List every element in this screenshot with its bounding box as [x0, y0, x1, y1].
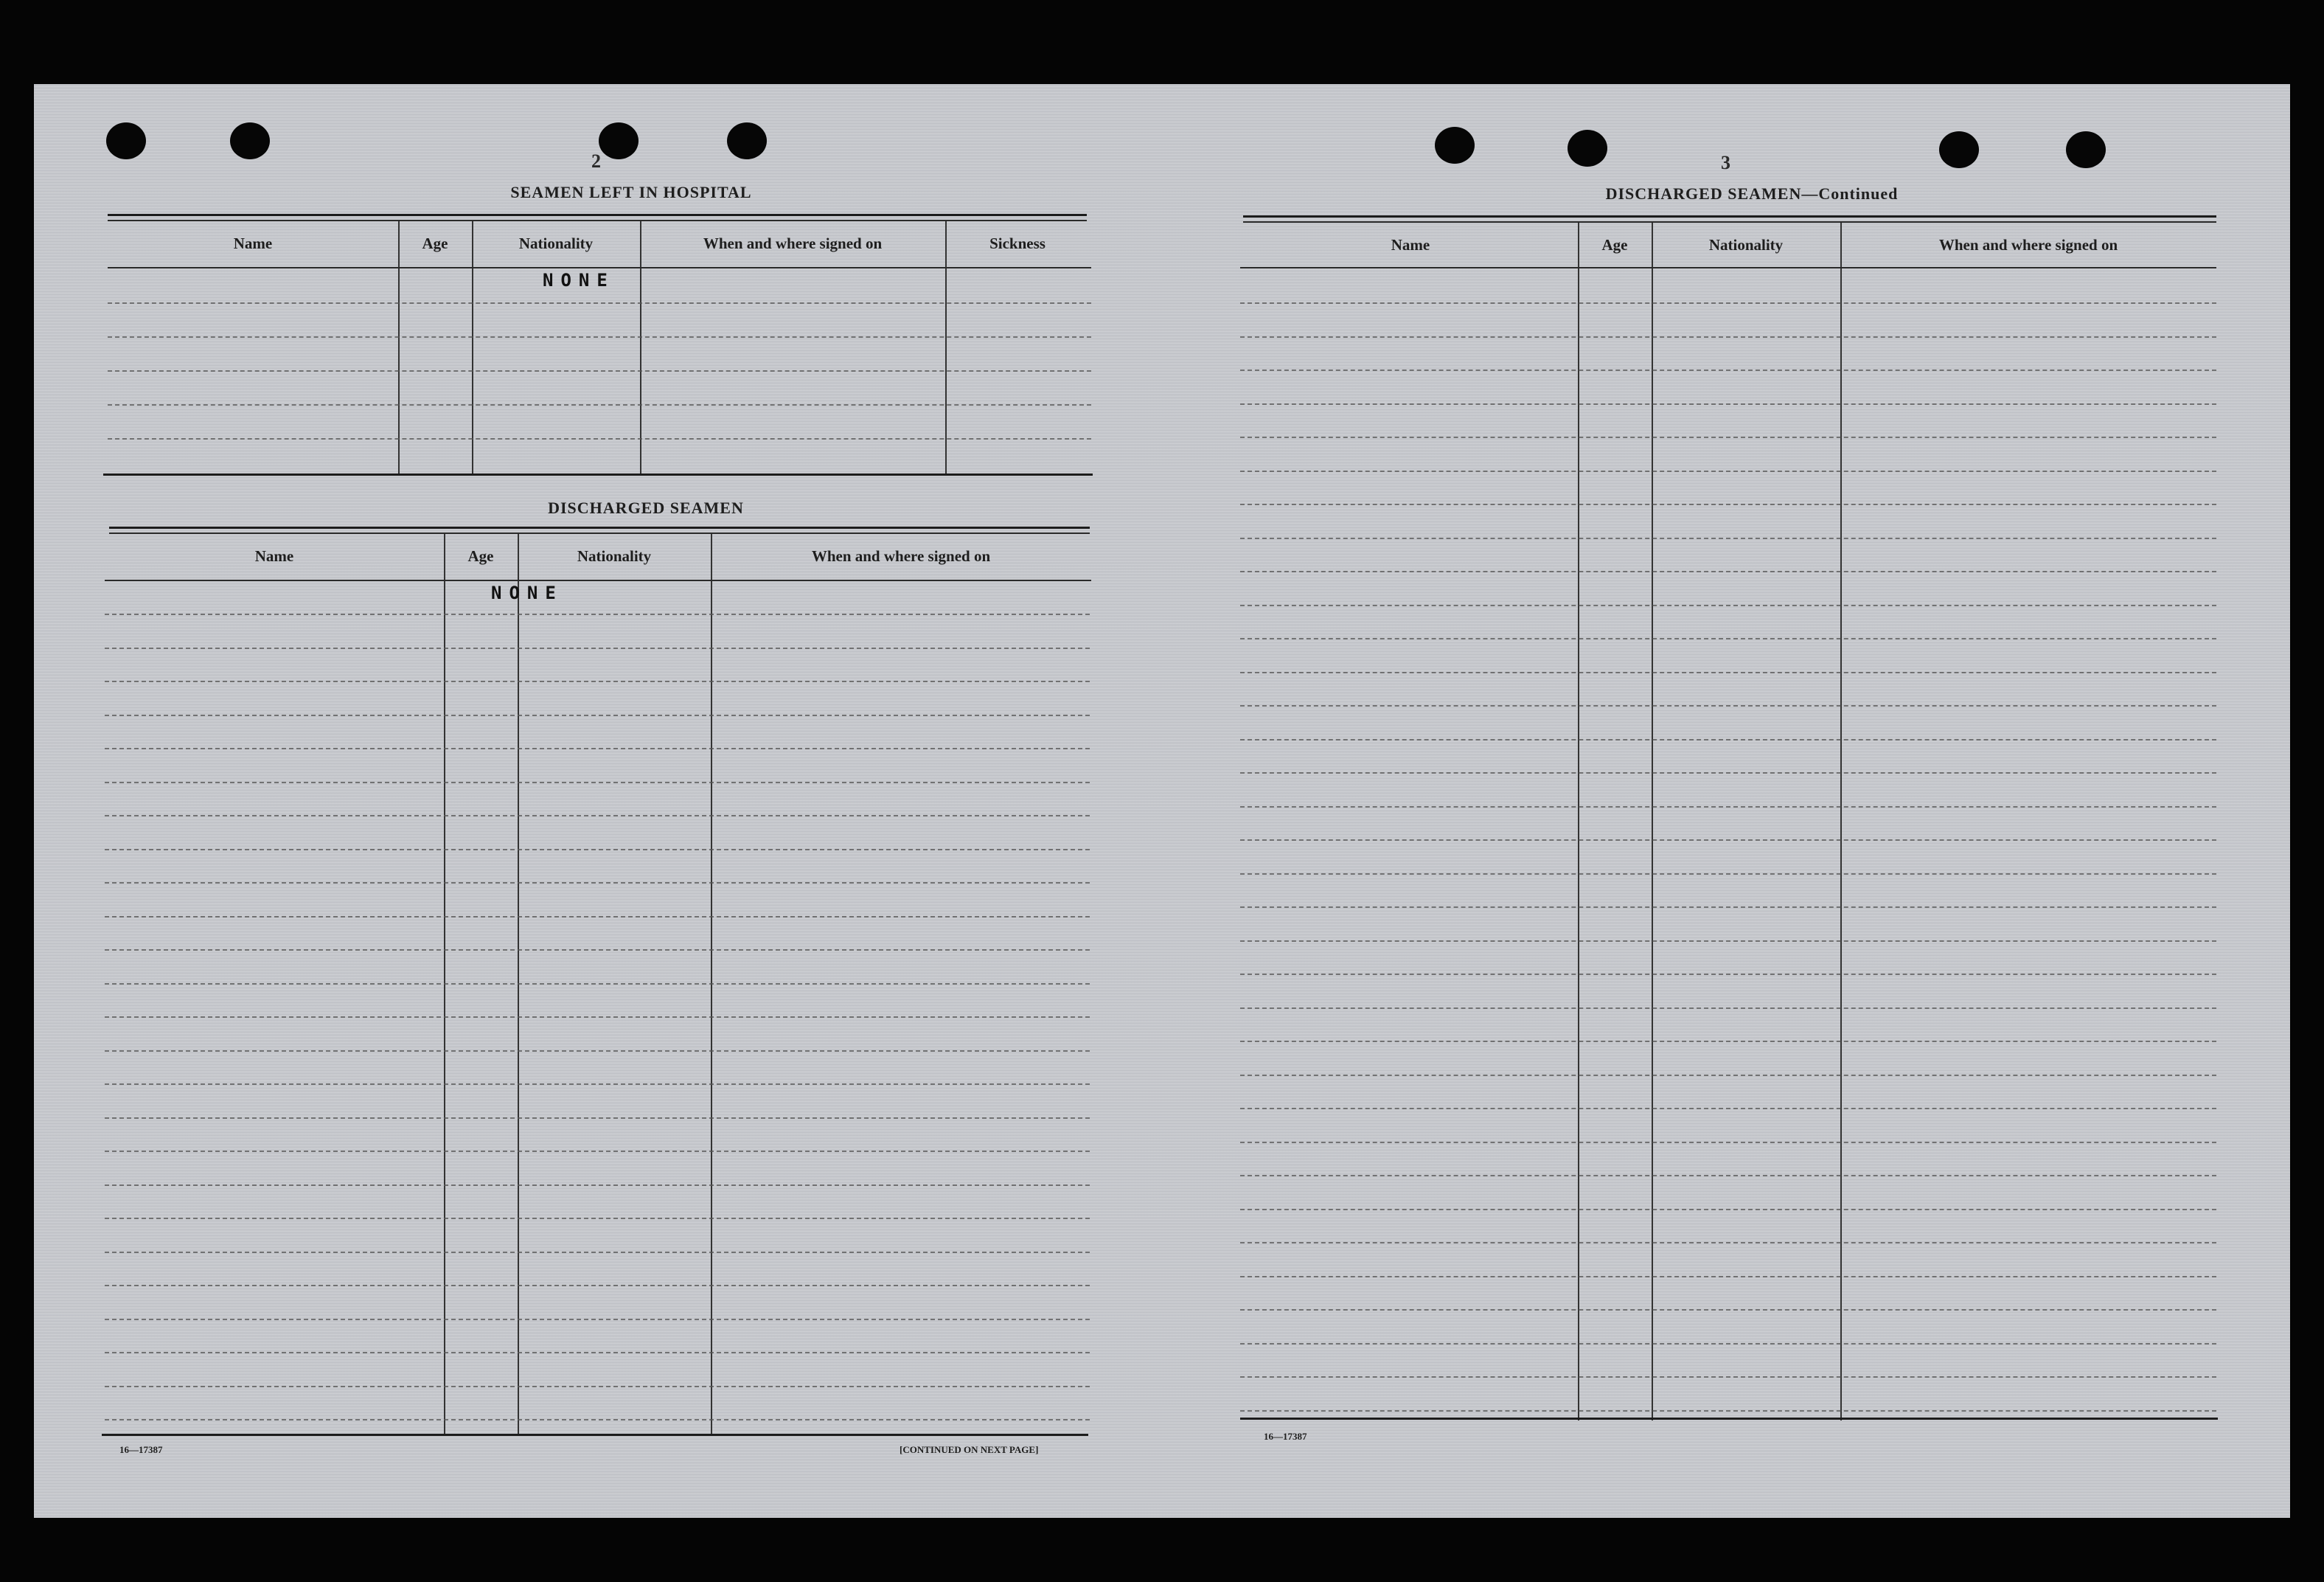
- table-row-line: [105, 748, 1090, 749]
- column-header-name: Name: [254, 547, 294, 565]
- column-header-name: Name: [1391, 236, 1430, 254]
- table-row-line: [105, 614, 1090, 615]
- table-row-line: [108, 438, 1091, 440]
- table-row-line: [1240, 638, 2216, 639]
- column-header-nationality: Nationality: [577, 547, 652, 565]
- right-top-rule-2: [1243, 221, 2216, 223]
- right-top-rule: [1243, 215, 2216, 218]
- punch-hole: [1435, 127, 1475, 164]
- hospital-section-title: SEAMEN LEFT IN HOSPITAL: [510, 183, 752, 201]
- table-row-line: [108, 336, 1091, 338]
- column-header-age: Age: [1601, 236, 1628, 254]
- table-row-line: [105, 983, 1090, 985]
- discharged-none-stamp: NONE: [491, 583, 563, 603]
- table-row-line: [1240, 1343, 2216, 1345]
- punch-hole: [106, 122, 146, 159]
- right-header-rule: [1240, 267, 2216, 268]
- discharged-bottom-rule: [102, 1434, 1088, 1436]
- table-row-line: [1240, 806, 2216, 808]
- table-row-line: [105, 782, 1090, 783]
- hospital-none-stamp: NONE: [543, 270, 615, 291]
- hospital-header-rule: [108, 267, 1091, 268]
- table-row-line: [1240, 1075, 2216, 1076]
- column-divider: [398, 221, 400, 475]
- table-row-line: [105, 1285, 1090, 1286]
- right-bottom-rule: [1240, 1418, 2218, 1420]
- table-row-line: [1240, 571, 2216, 572]
- table-row-line: [1240, 1209, 2216, 1210]
- table-row-line: [1240, 1142, 2216, 1143]
- table-row-line: [105, 815, 1090, 816]
- table-row-line: [105, 1050, 1090, 1052]
- hospital-top-rule-2: [108, 220, 1087, 221]
- form-number-left: 16—17387: [119, 1444, 163, 1455]
- hospital-bottom-rule: [103, 473, 1093, 476]
- table-row-line: [105, 916, 1090, 917]
- table-row-line: [105, 648, 1090, 649]
- column-header-nationality: Nationality: [518, 235, 594, 252]
- table-row-line: [1240, 504, 2216, 505]
- table-row-line: [1240, 1242, 2216, 1243]
- table-row-line: [1240, 772, 2216, 774]
- table-row-line: [1240, 605, 2216, 606]
- table-row-line: [105, 1352, 1090, 1353]
- table-row-line: [105, 1386, 1090, 1387]
- document-sheet: [34, 84, 2290, 1518]
- table-row-line: [1240, 437, 2216, 438]
- column-divider: [640, 221, 641, 475]
- punch-hole: [1568, 130, 1607, 167]
- table-row-line: [1240, 302, 2216, 304]
- table-row-line: [1240, 538, 2216, 539]
- column-divider: [444, 534, 445, 1435]
- discharged-top-rule: [109, 527, 1090, 529]
- continued-note: [CONTINUED ON NEXT PAGE]: [900, 1444, 1039, 1455]
- table-row-line: [108, 302, 1091, 304]
- table-row-line: [1240, 974, 2216, 975]
- table-row-line: [1240, 1108, 2216, 1109]
- column-divider: [472, 221, 473, 475]
- discharged-continued-title: DISCHARGED SEAMEN—Continued: [1605, 184, 1899, 203]
- discharged-section-title: DISCHARGED SEAMEN: [548, 499, 744, 517]
- page-number-right: 3: [1721, 152, 1730, 173]
- table-row-line: [105, 1184, 1090, 1186]
- table-row-line: [108, 370, 1091, 372]
- column-header-name: Name: [233, 235, 273, 252]
- table-row-line: [105, 849, 1090, 850]
- table-row-line: [105, 1319, 1090, 1320]
- table-row-line: [108, 404, 1091, 406]
- column-header-age: Age: [422, 235, 448, 252]
- column-header-nationality: Nationality: [1708, 236, 1784, 254]
- table-row-line: [1240, 739, 2216, 740]
- column-header-age: Age: [467, 547, 494, 565]
- table-row-line: [1240, 1376, 2216, 1378]
- table-row-line: [1240, 1410, 2216, 1412]
- column-header-signed-on: When and where signed on: [703, 235, 883, 252]
- table-row-line: [1240, 672, 2216, 673]
- table-row-line: [1240, 940, 2216, 942]
- table-row-line: [105, 681, 1090, 682]
- table-row-line: [1240, 873, 2216, 875]
- table-row-line: [105, 1419, 1090, 1420]
- table-row-line: [1240, 336, 2216, 338]
- table-row-line: [1240, 839, 2216, 841]
- table-row-line: [1240, 1175, 2216, 1176]
- column-divider: [945, 221, 947, 475]
- table-row-line: [105, 1252, 1090, 1253]
- table-row-line: [1240, 403, 2216, 405]
- table-row-line: [105, 1151, 1090, 1152]
- table-row-line: [1240, 1276, 2216, 1277]
- column-divider: [711, 534, 712, 1435]
- table-row-line: [105, 715, 1090, 716]
- discharged-top-rule-2: [109, 532, 1090, 534]
- table-row-line: [105, 1016, 1090, 1018]
- table-row-line: [105, 1218, 1090, 1219]
- column-header-sickness: Sickness: [989, 235, 1046, 252]
- table-row-line: [1240, 906, 2216, 908]
- table-row-line: [1240, 1309, 2216, 1311]
- table-row-line: [1240, 705, 2216, 707]
- punch-hole: [230, 122, 270, 159]
- column-divider: [518, 534, 519, 1435]
- page-number-left: 2: [591, 150, 601, 172]
- hospital-top-rule: [108, 214, 1087, 216]
- table-row-line: [105, 949, 1090, 951]
- table-row-line: [1240, 1007, 2216, 1009]
- table-row-line: [1240, 471, 2216, 472]
- table-row-line: [1240, 1041, 2216, 1042]
- discharged-header-rule: [105, 580, 1091, 581]
- punch-hole: [727, 122, 767, 159]
- table-row-line: [105, 1083, 1090, 1085]
- table-row-line: [105, 1117, 1090, 1119]
- punch-hole: [2066, 131, 2106, 168]
- column-header-signed-on: When and where signed on: [811, 547, 991, 565]
- table-row-line: [105, 882, 1090, 884]
- table-row-line: [1240, 370, 2216, 371]
- column-header-signed-on: When and where signed on: [1938, 236, 2118, 254]
- form-number-right: 16—17387: [1264, 1431, 1307, 1442]
- punch-hole: [1939, 131, 1979, 168]
- punch-hole: [599, 122, 639, 159]
